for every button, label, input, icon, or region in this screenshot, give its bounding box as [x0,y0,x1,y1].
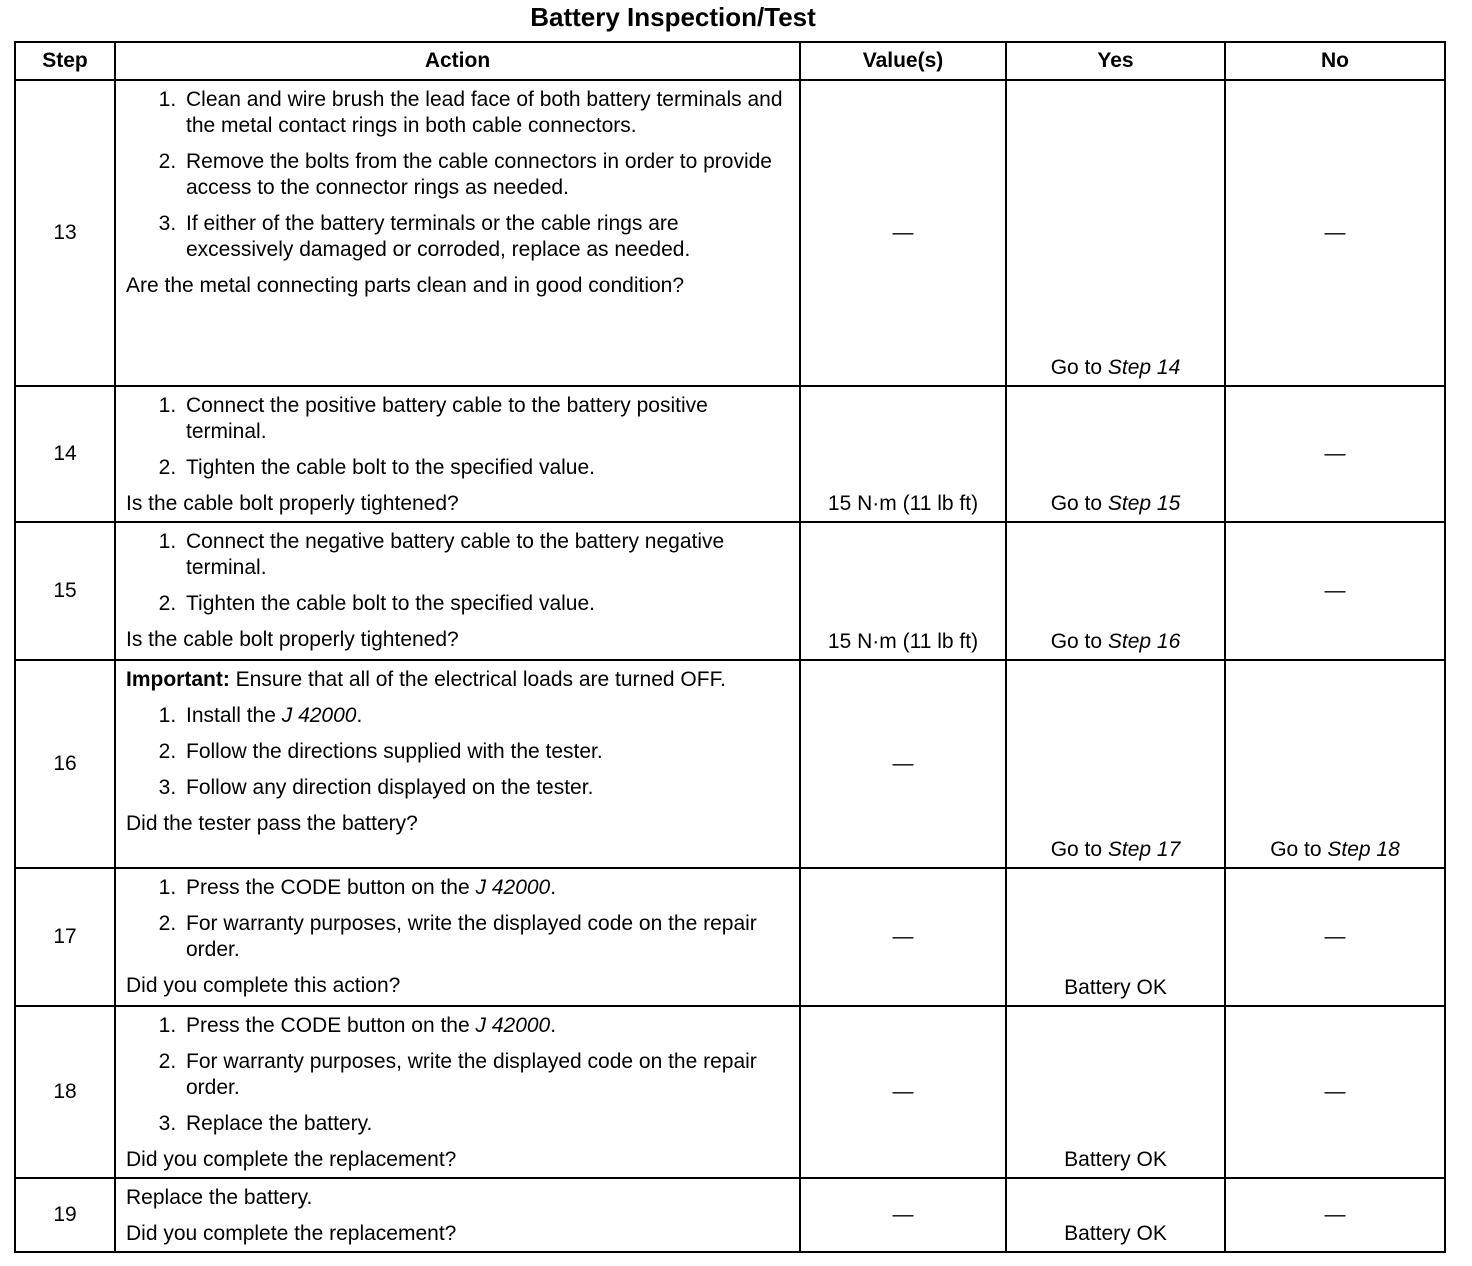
no-cell [1225,868,1445,1006]
table-row [15,868,1445,1006]
action-item: 1. Connect the positive battery cable to the battery positive terminal. [182,393,789,445]
header-values: Value(s) [800,42,1006,80]
value-text: — [892,752,914,775]
step-number: 14 [15,386,115,522]
yes-cell [1006,522,1225,660]
step-link[interactable]: Step 16 [1107,630,1181,653]
no-text: — [1324,1080,1346,1103]
table-row [15,1178,1445,1252]
table-row [15,660,1445,868]
no-text: — [1324,579,1346,602]
step-number: 18 [15,1006,115,1178]
step-link[interactable]: Step 18 [1327,838,1400,861]
yes-cell [1006,660,1225,868]
value-text: 15 N·m (11 lb ft) [827,492,979,515]
action-line: Replace the battery. [126,1186,313,1209]
yes-text: Go to Step 16 [1050,630,1181,653]
value-text: — [892,221,914,244]
action-list [126,703,789,801]
page-title: Battery Inspection/Test [530,2,816,32]
action-list [126,87,789,263]
action-cell [115,386,800,522]
tool-reference: J 42000 [475,1014,551,1037]
action-item: 2. For warranty purposes, write the displayed code on the repair order. [182,911,789,963]
no-cell [1225,80,1445,386]
action-cell [115,1178,800,1252]
action-cell [115,660,800,868]
action-item: 3. Follow any direction displayed on the tester. [182,775,789,801]
action-question: Is the cable bolt properly tightened? [126,492,459,515]
action-item: 2. Tighten the cable bolt to the specified value. [182,455,789,481]
important-note: Important: Ensure that all of the electrical loads are turned OFF. [126,668,726,691]
action-list [126,393,789,481]
action-item: 1. Install the J 42000. [182,703,789,729]
no-text: — [1324,925,1346,948]
no-cell [1225,660,1445,868]
battery-test-table [14,41,1446,1253]
table-row [15,1006,1445,1178]
header-action: Action [115,42,800,80]
yes-cell [1006,80,1225,386]
no-text: — [1324,442,1346,465]
step-number: 17 [15,868,115,1006]
header-row [15,42,1445,80]
action-item: 1. Clean and wire brush the lead face of both battery terminals and the metal contact rings in both cable connectors. [182,87,789,139]
tool-reference: J 42000 [281,704,357,727]
no-text: — [1324,221,1346,244]
no-text: — [1324,1203,1346,1226]
step-number: 13 [15,80,115,386]
value-cell [800,386,1006,522]
step-number: 16 [15,660,115,868]
header-no: No [1225,42,1445,80]
table-row [15,80,1445,386]
value-cell [800,522,1006,660]
value-cell [800,868,1006,1006]
table-row [15,386,1445,522]
no-text: Go to Step 18 [1270,838,1400,861]
action-question: Did you complete the replacement? [126,1222,457,1245]
yes-cell [1006,1178,1225,1252]
value-text: — [892,1203,914,1226]
step-link[interactable]: Step 14 [1107,356,1181,379]
no-cell [1225,1178,1445,1252]
action-cell [115,80,800,386]
action-item: 1. Press the CODE button on the J 42000. [182,875,789,901]
step-link[interactable]: Step 17 [1107,838,1181,861]
action-item: 2. Tighten the cable bolt to the specified value. [182,591,789,617]
yes-text: Battery OK [1064,976,1167,999]
yes-cell [1006,868,1225,1006]
value-cell [800,80,1006,386]
header-yes: Yes [1006,42,1225,80]
yes-text: Battery OK [1064,1222,1167,1245]
value-text: 15 N·m (11 lb ft) [827,630,979,653]
action-item: 1. Press the CODE button on the J 42000. [182,1013,789,1039]
action-list [126,1013,789,1137]
yes-text: Battery OK [1064,1148,1167,1171]
yes-text: Go to Step 14 [1050,356,1181,379]
no-cell [1225,386,1445,522]
value-text: — [892,925,914,948]
action-cell [115,1006,800,1178]
action-question: Is the cable bolt properly tightened? [126,628,459,651]
action-list [126,875,789,963]
step-number: 19 [15,1178,115,1252]
value-cell [800,660,1006,868]
action-question: Did you complete this action? [126,974,401,997]
action-question: Did you complete the replacement? [126,1148,457,1171]
action-cell [115,522,800,660]
action-item: 3. Replace the battery. [182,1111,789,1137]
value-cell [800,1006,1006,1178]
yes-cell [1006,1006,1225,1178]
step-link[interactable]: Step 15 [1107,492,1181,515]
tool-reference: J 42000 [475,876,551,899]
important-label: Important: [126,668,230,691]
value-text: — [892,1080,914,1103]
step-number: 15 [15,522,115,660]
action-item: 1. Connect the negative battery cable to the battery negative terminal. [182,529,789,581]
action-item: 2. Follow the directions supplied with the tester. [182,739,789,765]
no-cell [1225,1006,1445,1178]
action-cell [115,868,800,1006]
action-question: Are the metal connecting parts clean and in good condition? [126,274,685,297]
table-row [15,522,1445,660]
yes-text: Go to Step 17 [1050,838,1181,861]
yes-cell [1006,386,1225,522]
action-question: Did the tester pass the battery? [126,812,418,835]
action-list [126,529,789,617]
action-item: 2. Remove the bolts from the cable connectors in order to provide access to the connector rings as needed. [182,149,789,201]
value-cell [800,1178,1006,1252]
yes-text: Go to Step 15 [1050,492,1181,515]
header-step: Step [15,42,115,80]
action-item: 3. If either of the battery terminals or the cable rings are excessively damaged or corroded, replace as needed. [182,211,789,263]
no-cell [1225,522,1445,660]
action-item: 2. For warranty purposes, write the displayed code on the repair order. [182,1049,789,1101]
